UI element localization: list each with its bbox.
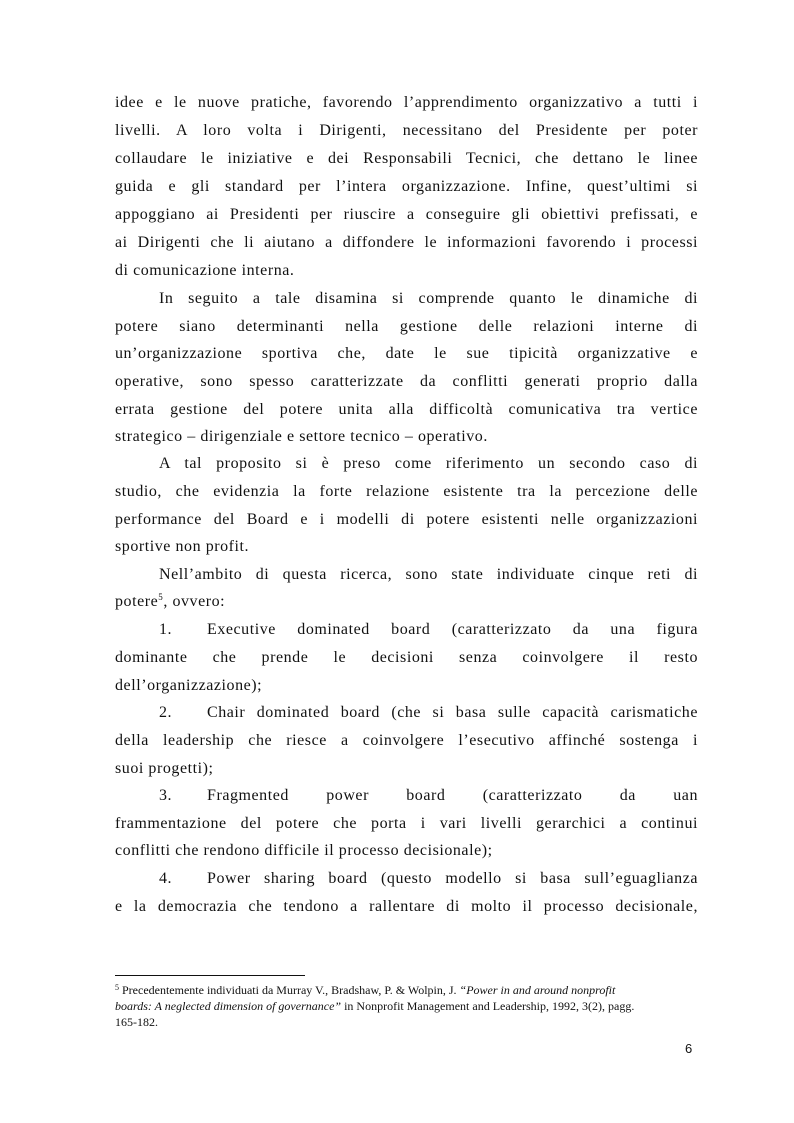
text-line: dominante che prende le decisioni senza coinvolgere il resto — [115, 649, 698, 666]
list-number: 4. — [159, 870, 173, 887]
text-line: errata gestione del potere unita alla difficoltà comunicativa tra vertice — [115, 401, 698, 418]
list-number: 1. — [159, 621, 173, 638]
list-item: 4. Power sharing board (questo modello si basa sull’eguaglianza — [159, 868, 698, 890]
footnote-mark: 5 — [115, 983, 119, 992]
list-item: 1. Executive dominated board (caratterizzato da una figura — [159, 619, 698, 641]
text-line: potere siano determinanti nella gestione delle relazioni interne di — [115, 318, 698, 335]
footnote-line: boards: A neglected dimension of governance” in Nonprofit Management and Leadership, 1992, 3(2), pagg. — [115, 999, 635, 1013]
text-line: Nell’ambito di questa ricerca, sono state individuate cinque reti di — [159, 566, 698, 583]
text-line: dell’organizzazione); — [115, 677, 263, 694]
text-line: studio, che evidenzia la forte relazione esistente tra la percezione delle — [115, 483, 698, 500]
footnote-line: 165-182. — [115, 1015, 158, 1029]
text-line: A tal proposito si è preso come riferimento un secondo caso di — [159, 455, 698, 472]
text-line: un’organizzazione sportiva che, date le sue tipicità organizzative e — [115, 345, 698, 362]
footnote-divider — [115, 975, 305, 976]
text-line: ai Dirigenti che li aiutano a diffondere le informazioni favorendo i processi — [115, 234, 698, 251]
list-number: 3. — [159, 787, 173, 804]
text-line: collaudare le iniziative e dei Responsabili Tecnici, che dettano le linee — [115, 150, 698, 167]
footnote: $^5$ Precedentemente individuati da Murray V., Bradshaw, P. & Wolpin, J. “Power in and around nonprofit — [115, 983, 616, 997]
text-line: frammentazione del potere che porta i vari livelli gerarchici a continui — [115, 815, 698, 832]
text-line: livelli. A loro volta i Dirigenti, necessitano del Presidente per poter — [115, 122, 698, 139]
text-line: appoggiano ai Presidenti per riuscire a conseguire gli obiettivi prefissati, e — [115, 206, 698, 223]
footnote-reference: 5 — [158, 592, 164, 602]
page-number: 6 — [685, 1041, 693, 1056]
text-line: operative, sono spesso caratterizzate da conflitti generati proprio dalla — [115, 373, 698, 390]
text-line: strategico – dirigenziale e settore tecnico – operativo. — [115, 428, 488, 445]
list-item: 3. Fragmented power board (caratterizzato da uan — [159, 785, 698, 807]
text-line: performance del Board e i modelli di potere esistenti nelle organizzazioni — [115, 511, 698, 528]
text-line: suoi progetti); — [115, 760, 214, 777]
text-line: della leadership che riesce a coinvolgere l’esecutivo affinché sostenga i — [115, 732, 698, 749]
text-line: e la democrazia che tendono a rallentare di molto il processo decisionale, — [115, 898, 698, 915]
text-line: guida e gli standard per l’intera organizzazione. Infine, quest’ultimi si — [115, 178, 698, 195]
list-number: 2. — [159, 704, 173, 721]
list-item: 2. Chair dominated board (che si basa sulle capacità carismatiche — [159, 702, 698, 724]
text-line: di comunicazione interna. — [115, 262, 295, 279]
text-line: In seguito a tale disamina si comprende quanto le dinamiche di — [159, 290, 698, 307]
text-line: idee e le nuove pratiche, favorendo l’apprendimento organizzativo a tutti i — [115, 94, 698, 111]
text-line: conflitti che rendono difficile il processo decisionale); — [115, 842, 493, 859]
text-line: sportive non profit. — [115, 538, 250, 555]
text-line: potere$^5$, ovvero: — [115, 592, 226, 610]
